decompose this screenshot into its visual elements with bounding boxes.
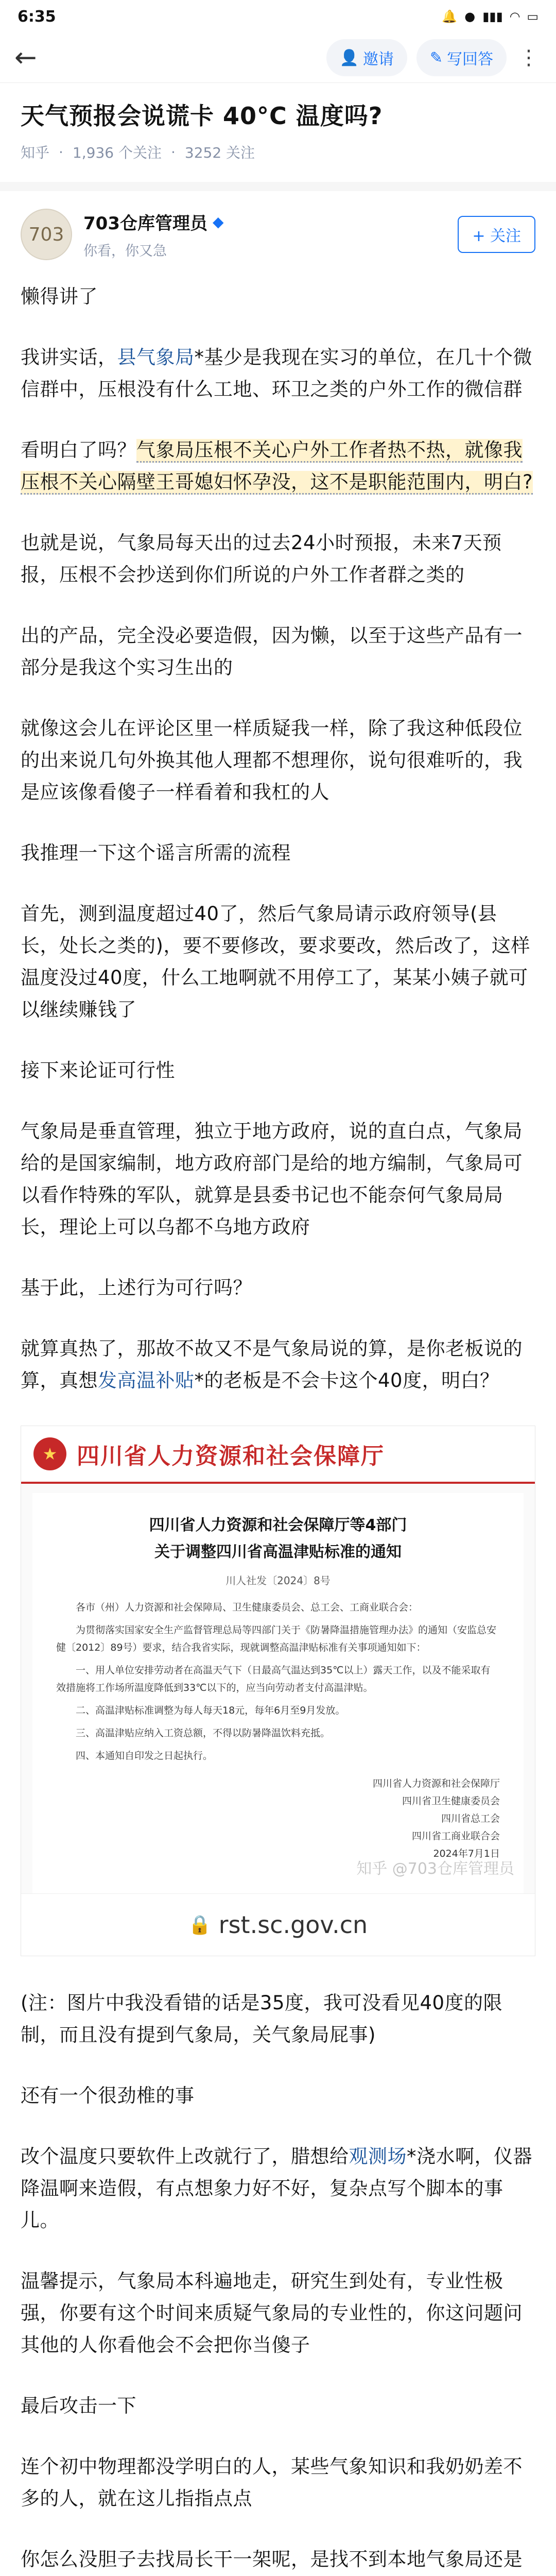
question-answers: 3252 关注 <box>184 144 255 161</box>
high-temp-subsidy-link[interactable]: 发高温补贴 <box>98 1369 195 1392</box>
highlighted-text[interactable]: 气象局压根不关心户外工作者热不热，就像我压根不关心隔壁王哥媳妇怀孕没，这不是职能范围内，明白? <box>21 439 533 495</box>
doc-line: 二、高温津贴标准调整为每人每天18元，每年6月至9月发放。 <box>76 1705 345 1716</box>
doc-title-line1: 四川省人力资源和社会保障厅等4部门 <box>149 1516 407 1534</box>
doc-date: 2024年7月1日 <box>433 1848 500 1859</box>
text-run: *的老板是不会卡这个40度，明白？ <box>194 1369 499 1392</box>
pencil-icon: ✎ <box>429 48 443 67</box>
paragraph: 气象局是垂直管理，独立于地方政府，说的直白点，气象局给的是国家编制，地方政府部门是给的地方编制，气象局可以看作特殊的军队，就算是县委书记也不能奈何气象局局长，理论上可以乌都不乌地方政府 <box>21 1120 523 1238</box>
question-meta <box>21 142 535 162</box>
paragraph: 还有一个很劲椎的事 <box>21 2084 195 2107</box>
image-watermark: 知乎 @703仓库管理员 <box>356 1860 514 1878</box>
paragraph: 懒得讲了 <box>21 285 98 308</box>
paragraph: 连个初中物理都没学明白的人，某些气象知识和我奶奶差不多的人，就在这儿指指点点 <box>21 2455 523 2510</box>
author-info <box>83 209 446 260</box>
national-emblem-icon: ★ <box>33 1437 66 1470</box>
doc-signer: 四川省人力资源和社会保障厅 <box>372 1778 500 1789</box>
invite-button[interactable] <box>326 39 407 76</box>
doc-number: 川人社发〔2024〕8号 <box>225 1574 331 1587</box>
paragraph: 出的产品，完全没必要造假，因为懒，以至于这些产品有一部分是我这个实习生出的 <box>21 624 523 679</box>
paragraph: 温馨提示，气象局本科遍地走，研究生到处有，专业性极强，你要有这个时间来质疑气象局的专业性的，你这问题问其他的人你看他会不会把你当傻子 <box>21 2270 523 2356</box>
author-name[interactable]: 703仓库管理员 <box>83 213 207 234</box>
meta-separator: · <box>59 143 63 161</box>
question-follows: 1,936 个关注 <box>72 144 162 161</box>
status-bar <box>0 0 556 33</box>
paragraph: 接下来论证可行性 <box>21 1059 175 1081</box>
paragraph: (注：图片中我没看错的话是35度，我可没看见40度的限制，而且没有提到气象局，关气象局屁事) <box>21 1992 503 2046</box>
notification-dot-icon: ● <box>464 9 476 24</box>
doc-line: 四、本通知自印发之日起执行。 <box>76 1750 213 1761</box>
doc-title-line2: 关于调整四川省高温津贴标准的通知 <box>154 1543 402 1561</box>
author-signature: 你看，你又急 <box>83 243 167 259</box>
doc-line: 为贯彻落实国家安全生产监督管理总局等四部门关于《防暑降温措施管理办法》的通知（安监总安健〔2012〕89号）要求，结合我省实际，现就调整高温津贴标准有关事项通知如下： <box>56 1624 497 1653</box>
app-bar <box>0 33 556 83</box>
follow-button[interactable]: + 关注 <box>458 216 535 253</box>
doc-body <box>32 1493 524 1893</box>
paragraph <box>21 434 535 498</box>
text-run: *浇水啊，仪器降温啊来造假，有点想象力好不好，复杂点写个脚本的事儿。 <box>21 2145 532 2231</box>
meta-separator: · <box>170 143 176 161</box>
invite-user-icon: 👤 <box>339 48 359 67</box>
paragraph <box>21 342 535 405</box>
answer-content <box>0 278 556 2576</box>
doc-signer: 四川省总工会 <box>441 1813 500 1824</box>
paragraph: 我推理一下这个谣言所需的流程 <box>21 842 291 864</box>
signal-icon: ▮▮▮ <box>482 9 503 24</box>
invite-label: 邀请 <box>362 50 394 69</box>
paragraph <box>21 2141 535 2236</box>
avatar[interactable]: 703 <box>21 209 72 260</box>
paragraph: 就像这会儿在评论区里一样质疑我一样，除了我这种低段位的出来说几句外换其他人理都不想理你，说句很难听的，我是应该像看傻子一样看着和我杠的人 <box>21 717 523 803</box>
author-name-row <box>83 209 446 234</box>
question-header <box>0 83 556 170</box>
status-time: 6:35 <box>18 7 56 26</box>
document-screenshot[interactable] <box>21 1426 535 1956</box>
doc-header <box>21 1426 535 1484</box>
back-arrow-icon[interactable]: ← <box>14 42 37 73</box>
doc-line: 各市（州）人力资源和社会保障局、卫生健康委员会、总工会、工商业联合会： <box>76 1602 419 1613</box>
lock-icon: 🔒 <box>188 1914 212 1936</box>
text-run: 我讲实话， <box>21 346 117 368</box>
doc-signer: 四川省卫生健康委员会 <box>402 1795 500 1807</box>
doc-line: 一、用人单位安排劳动者在高温天气下（日最高气温达到35℃以上）露天工作，以及不能采取有效措施将工作场所温度降低到33℃以下的，应当向劳动者支付高温津贴。 <box>56 1665 491 1693</box>
write-answer-button[interactable] <box>416 39 507 76</box>
paragraph: 也就是说，气象局每天出的过去24小时预报，未来7天预报，压根不会抄送到你们所说的户外工作者群之类的 <box>21 532 502 586</box>
doc-signature <box>56 1775 500 1862</box>
question-source: 知乎 <box>21 144 50 161</box>
author-card <box>0 191 556 278</box>
paragraph: 你怎么没胆子去找局长干一架呢，是找不到本地气象局还是 <box>21 2548 523 2570</box>
verified-icon: ◆ <box>212 213 224 230</box>
section-divider <box>0 182 556 191</box>
doc-org: 四川省人力资源和社会保障厅 <box>77 1443 385 1469</box>
write-answer-label: 写回答 <box>447 50 493 69</box>
paragraph: 最后攻击一下 <box>21 2395 136 2417</box>
paragraph <box>21 1333 535 1397</box>
paragraph: 首先，测到温度超过40了，然后气象局请示政府领导(县长，处长之类的)，要不要修改，要求要改，然后改了，这样温度没过40度，什么工地啊就不用停工了，某某小姨子就可以继续赚钱了 <box>21 903 530 1021</box>
observation-field-link[interactable]: 观测场 <box>349 2145 407 2167</box>
bell-icon: 🔔 <box>442 9 458 24</box>
battery-icon: ▭ <box>527 9 538 24</box>
doc-url: rst.sc.gov.cn <box>218 1911 368 1939</box>
status-icons <box>442 9 538 24</box>
text-run: 就算真热了，那故不故又不是气象局说的算，是你老板说的算，真想 <box>21 1337 523 1392</box>
more-options-icon[interactable]: ⋮ <box>518 46 539 70</box>
text-run: 改个温度只要软件上改就行了，腊想给 <box>21 2145 349 2167</box>
wifi-icon: ◠ <box>510 9 520 24</box>
question-title[interactable]: 天气预报会说谎卡 40°C 温度吗? <box>21 102 383 130</box>
text-run: *基少是我现在实习的单位，在几十个微信群中，压根没有什么工地、环卫之类的户外工作的微信群 <box>21 346 532 400</box>
text-run: 看明白了吗？ <box>21 439 136 461</box>
paragraph: 基于此，上述行为可行吗？ <box>21 1277 252 1299</box>
county-weather-bureau-link[interactable]: 县气象局 <box>117 346 195 368</box>
doc-line: 三、高温津贴应纳入工资总额，不得以防暑降温饮料充抵。 <box>76 1727 331 1739</box>
doc-signer: 四川省工商业联合会 <box>411 1831 500 1842</box>
doc-url-bar <box>21 1893 535 1956</box>
